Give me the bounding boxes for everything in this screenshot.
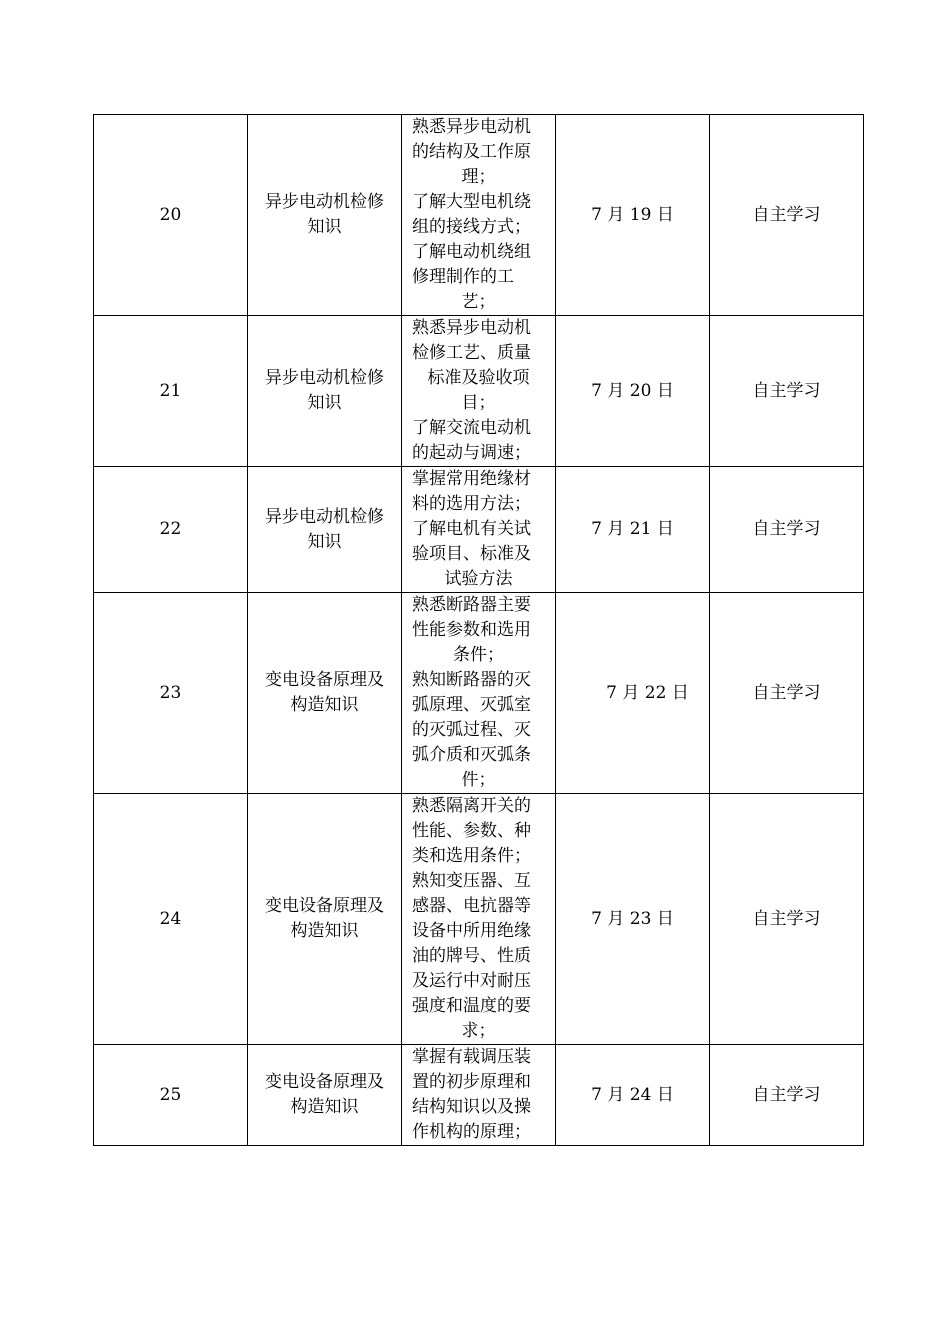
method-cell — [710, 593, 864, 794]
row-number-cell — [94, 593, 248, 794]
content-line: 熟悉隔离开关的 — [412, 796, 531, 816]
table-row — [94, 467, 864, 593]
method-text: 自主学习 — [752, 682, 821, 703]
row-number-cell — [94, 467, 248, 593]
row-number: 21 — [159, 380, 182, 401]
date-cell — [556, 115, 710, 316]
topic-line: 构造知识 — [290, 921, 359, 941]
content-line: 验项目、标准及 — [412, 544, 531, 564]
topic-cell — [248, 794, 402, 1045]
study-plan-table — [93, 114, 864, 1146]
row-number-cell — [94, 794, 248, 1045]
topic-line: 异步电动机检修 — [265, 368, 384, 388]
topic-line: 知识 — [307, 531, 342, 552]
method-cell — [710, 467, 864, 593]
row-number-cell — [94, 1045, 248, 1146]
content-cell — [402, 115, 556, 316]
content-line: 了解电动机绕组 — [412, 242, 531, 262]
row-number-cell — [94, 115, 248, 316]
date-text: 7 月 24 日 — [591, 1084, 674, 1105]
content-cell — [402, 593, 556, 794]
method-cell — [710, 794, 864, 1045]
content-line: 强度和温度的要 — [412, 996, 531, 1016]
content-line: 艺； — [461, 292, 496, 312]
row-number: 24 — [159, 908, 182, 929]
table-row — [94, 794, 864, 1045]
table-row — [94, 115, 864, 316]
date-cell — [556, 467, 710, 593]
topic-line: 构造知识 — [290, 695, 359, 715]
content-line: 组的接线方式； — [412, 217, 531, 237]
row-number: 25 — [159, 1084, 182, 1105]
content-line: 的起动与调速； — [412, 443, 531, 463]
content-cell — [402, 316, 556, 467]
content-line: 熟知断路器的灭 — [412, 670, 531, 690]
content-line: 条件； — [453, 645, 504, 665]
content-line: 标准及验收项 — [427, 368, 530, 388]
date-text: 7 月 22 日 — [606, 682, 689, 703]
content-line: 类和选用条件； — [412, 846, 531, 866]
content-line: 目； — [461, 393, 496, 413]
content-line: 料的选用方法； — [412, 494, 531, 514]
content-line: 检修工艺、质量 — [412, 343, 531, 363]
date-cell — [556, 593, 710, 794]
date-text: 7 月 21 日 — [591, 519, 674, 539]
content-line: 油的牌号、性质 — [412, 946, 531, 966]
date-text: 7 月 20 日 — [591, 380, 674, 401]
date-cell — [556, 794, 710, 1045]
content-line: 弧介质和灭弧条 — [412, 745, 531, 765]
topic-line: 变电设备原理及 — [265, 1072, 384, 1092]
content-line: 了解电机有关试 — [412, 519, 531, 539]
content-line: 作机构的原理； — [412, 1122, 531, 1142]
content-line: 熟悉异步电动机 — [412, 318, 531, 338]
method-text: 自主学习 — [752, 519, 821, 539]
topic-cell — [248, 115, 402, 316]
row-number-cell — [94, 316, 248, 467]
topic-line: 知识 — [307, 217, 342, 237]
content-line: 置的初步原理和 — [412, 1072, 531, 1092]
content-cell — [402, 467, 556, 593]
method-text: 自主学习 — [752, 908, 821, 929]
content-line: 掌握常用绝缘材 — [412, 469, 531, 489]
topic-line: 异步电动机检修 — [265, 506, 384, 527]
content-line: 结构知识以及操 — [412, 1097, 531, 1117]
content-line: 感器、电抗器等 — [412, 896, 531, 916]
content-line: 理； — [461, 167, 496, 187]
topic-line: 知识 — [307, 393, 342, 413]
content-cell — [402, 794, 556, 1045]
date-cell — [556, 316, 710, 467]
topic-line: 异步电动机检修 — [265, 192, 384, 212]
content-line: 了解交流电动机 — [412, 418, 531, 438]
method-text: 自主学习 — [752, 204, 821, 225]
table-row — [94, 1045, 864, 1146]
method-cell — [710, 316, 864, 467]
method-cell — [710, 115, 864, 316]
content-line: 弧原理、灭弧室 — [412, 695, 531, 715]
content-line: 熟悉异步电动机 — [412, 117, 531, 137]
table-row — [94, 316, 864, 467]
content-line: 性能、参数、种 — [412, 821, 531, 841]
topic-cell — [248, 1045, 402, 1146]
content-line: 的结构及工作原 — [412, 142, 531, 162]
content-line: 熟悉断路器主要 — [412, 595, 531, 615]
row-number: 23 — [159, 682, 182, 703]
row-number: 22 — [159, 519, 182, 539]
topic-line: 变电设备原理及 — [265, 896, 384, 916]
content-line: 熟知变压器、互 — [412, 871, 531, 891]
table-row — [94, 593, 864, 794]
method-cell — [710, 1045, 864, 1146]
topic-cell — [248, 316, 402, 467]
date-text: 7 月 19 日 — [591, 204, 674, 225]
content-line: 设备中所用绝缘 — [412, 921, 531, 941]
content-line: 的灭弧过程、灭 — [412, 720, 531, 740]
content-line: 修理制作的工 — [412, 267, 514, 287]
content-line: 及运行中对耐压 — [412, 971, 531, 991]
content-line: 试验方法 — [444, 569, 513, 589]
date-cell — [556, 1045, 710, 1146]
topic-line: 变电设备原理及 — [265, 670, 384, 690]
topic-line: 构造知识 — [290, 1097, 359, 1117]
content-line: 了解大型电机绕 — [412, 192, 531, 212]
row-number: 20 — [159, 204, 182, 225]
content-line: 掌握有载调压装 — [412, 1047, 531, 1067]
content-line: 求； — [461, 1021, 496, 1041]
topic-cell — [248, 467, 402, 593]
content-line: 性能参数和选用 — [412, 620, 531, 640]
method-text: 自主学习 — [752, 1084, 821, 1105]
topic-cell — [248, 593, 402, 794]
method-text: 自主学习 — [752, 380, 821, 401]
date-text: 7 月 23 日 — [591, 908, 674, 929]
content-cell — [402, 1045, 556, 1146]
content-line: 件； — [461, 770, 496, 790]
